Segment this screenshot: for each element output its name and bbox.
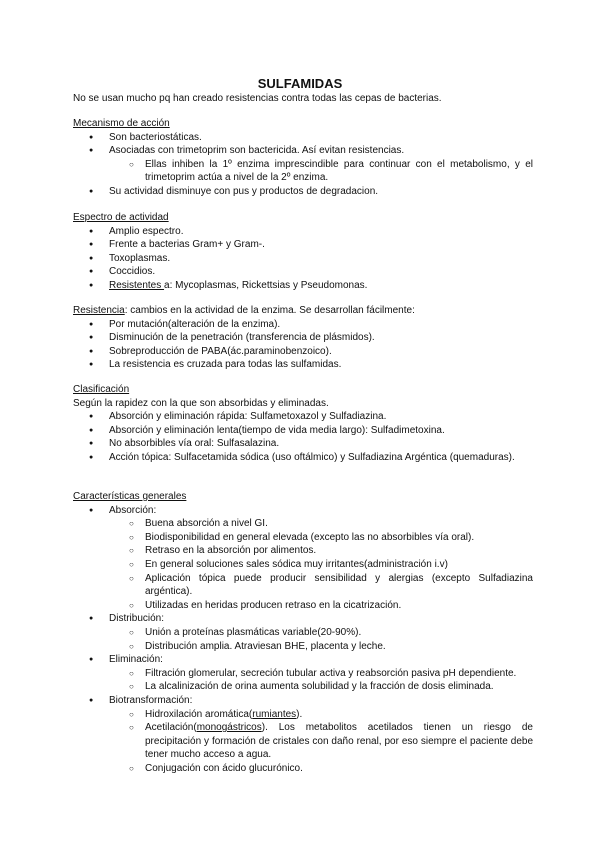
sub-list-item: ○ Ellas inhiben la 1º enzima imprescindible para continuar con el metabolismo, y el trimetoprim actúa a nivel de la 2º enzima.	[73, 158, 533, 185]
list-item: ● Absorción y eliminación lenta(tiempo de vida media largo): Sulfadimetoxina.	[73, 424, 533, 438]
bullet-list	[73, 225, 533, 293]
sub-list	[109, 626, 533, 653]
rumiantes-text: rumiantes	[252, 708, 297, 720]
list-item: ● No absorbibles vía oral: Sulfasalazina.	[73, 437, 533, 451]
hidroxilacion-text: Hidroxilación aromática(	[145, 708, 253, 720]
list-item-text: Distribución:	[109, 613, 165, 625]
bullet-list	[73, 410, 533, 464]
list-item: ● Frente a bacterias Gram+ y Gram-.	[73, 238, 533, 252]
list-item-text: Eliminación:	[109, 654, 163, 666]
resistencia-intro	[73, 304, 533, 318]
list-item: ● Acción tópica: Sulfacetamida sódica (uso oftálmico) y Sulfadiazina Argéntica (quemaduras).	[73, 451, 533, 465]
list-item: ● Amplio espectro.	[73, 225, 533, 239]
resistencia-label: Resistencia	[73, 305, 125, 316]
list-item: ● Disminución de la penetración (transferencia de plásmidos).	[73, 331, 533, 345]
section-heading: Clasificación	[73, 384, 130, 395]
list-item: ● Sobreproducción de PABA(ác.paraminobenzoico).	[73, 345, 533, 359]
list-item: ● Por mutación(alteración de la enzima).	[73, 318, 533, 332]
list-item: ● Toxoplasmas.	[73, 252, 533, 266]
sub-list-item: ○ Distribución amplia. Atraviesan BHE, placenta y leche.	[73, 640, 533, 654]
sub-list-item	[73, 721, 533, 762]
section-espectro	[73, 211, 533, 293]
sub-list-item: ○ Unión a proteínas plasmáticas variable(20-90%).	[73, 626, 533, 640]
list-item-text: Asociadas con trimetoprim son bactericida. Así evitan resistencias.	[109, 145, 405, 157]
list-item: ● Absorción y eliminación rápida: Sulfametoxazol y Sulfadiazina.	[73, 410, 533, 424]
resistentes-text: a: Mycoplasmas, Rickettsias y Pseudomonas.	[164, 279, 368, 291]
bullet-list	[73, 131, 533, 199]
acetilacion-text: Acetilación(	[145, 722, 197, 734]
sub-list	[109, 708, 533, 776]
section-heading: Características generales	[73, 491, 187, 502]
sub-list-item: ○ En general soluciones sales sódica muy irritantes(administración i.v)	[73, 558, 533, 572]
list-item: ● Son bacteriostáticas.	[73, 131, 533, 145]
section-resistencia	[73, 304, 533, 372]
list-item-eliminacion	[73, 653, 533, 694]
sub-list-item: ○ Aplicación tópica puede producir sensibilidad y alergias (excepto Sulfadiazina argéntica).	[73, 572, 533, 599]
intro-text: No se usan mucho pq han creado resistencias contra todas las cepas de bacterias.	[73, 93, 442, 104]
sub-list-item: ○ La alcalinización de orina aumenta solubilidad y la fracción de dosis eliminada.	[73, 680, 533, 694]
resistencia-text: : cambios en la actividad de la enzima. Se desarrollan fácilmente:	[124, 305, 415, 316]
list-item: ● Su actividad disminuye con pus y productos de degradacion.	[73, 185, 533, 199]
section-heading: Mecanismo de acción	[73, 118, 170, 129]
sub-list-item: ○ Utilizadas en heridas producen retraso en la cicatrización.	[73, 599, 533, 613]
list-item-text: Absorción:	[109, 504, 157, 516]
list-item: ● Coccidios.	[73, 265, 533, 279]
sub-list-item: ○ Biodisponibilidad en general elevada (excepto las no absorbibles vía oral).	[73, 531, 533, 545]
bullet-list	[73, 504, 533, 776]
list-item	[73, 144, 533, 185]
sub-list	[109, 517, 533, 612]
sub-list-item: ○ Conjugación con ácido glucurónico.	[73, 762, 533, 776]
acetilacion-rest: ). Los metabolitos acetilados tienen un riesgo de precipitación y formación de cristales con daño renal, por eso siempre el paciente debe tener mucho acceso a agua.	[145, 722, 533, 761]
list-item-distribucion	[73, 612, 533, 653]
sub-list	[109, 667, 533, 694]
section-clasificacion	[73, 383, 533, 465]
monogastricos-text: monogástricos	[196, 722, 262, 734]
sub-list-item: ○ Filtración glomerular, secreción tubular activa y reabsorción pasiva pH dependiente.	[73, 667, 533, 681]
page-title: SULFAMIDAS	[257, 76, 343, 91]
sub-list	[109, 158, 533, 185]
list-item: ● La resistencia es cruzada para todas las sulfamidas.	[73, 358, 533, 372]
hidroxilacion-end: ).	[296, 708, 303, 720]
sub-list-item: ○ Buena absorción a nivel GI.	[73, 517, 533, 531]
section-generales	[73, 490, 533, 775]
list-item-text: Biotransformación:	[109, 694, 193, 706]
list-item	[73, 279, 533, 293]
sub-list-item: ○ Retraso en la absorción por alimentos.	[73, 544, 533, 558]
section-mecanismo	[73, 117, 533, 199]
bullet-list	[73, 318, 533, 372]
clasificacion-intro: Según la rapidez con la que son absorbidas y eliminadas.	[73, 397, 329, 409]
resistentes-label: Resistentes	[109, 279, 165, 291]
section-heading: Espectro de actividad	[73, 212, 169, 223]
sub-list-item	[73, 708, 533, 722]
list-item-absorcion	[73, 504, 533, 613]
list-item-biotransformacion	[73, 694, 533, 776]
